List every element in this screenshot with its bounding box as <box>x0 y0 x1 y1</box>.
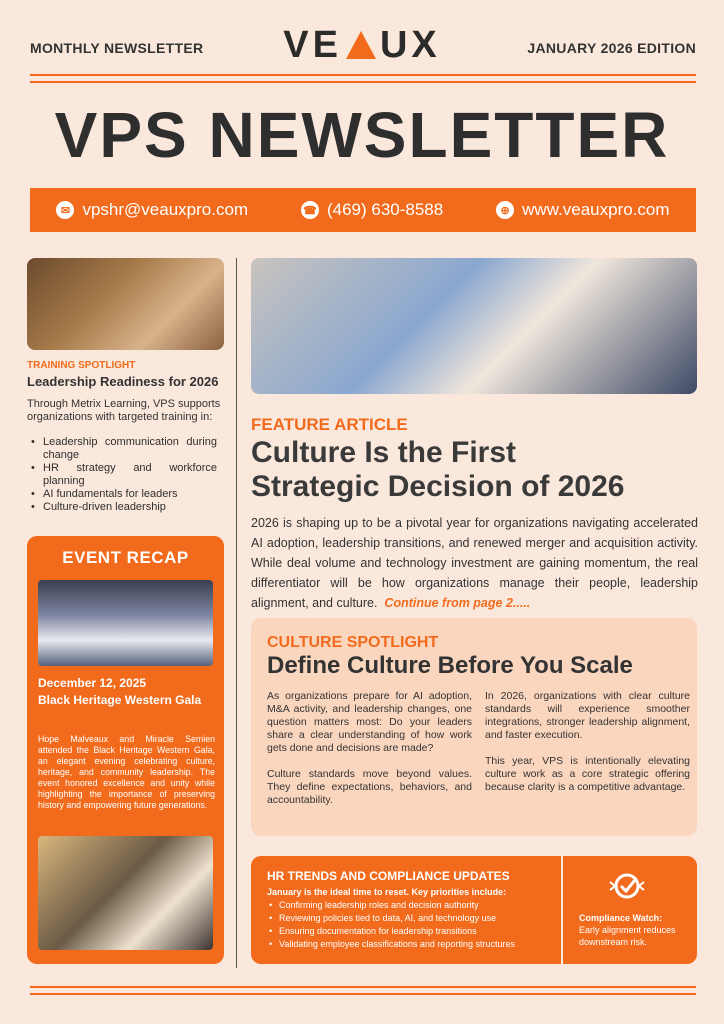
footer-divider <box>30 986 696 988</box>
list-item: • Culture-driven leadership <box>27 501 217 514</box>
feature-kicker: FEATURE ARTICLE <box>251 415 408 434</box>
feature-title-line-2: Strategic Decision of 2026 <box>251 470 625 503</box>
compliance-watch <box>579 912 679 948</box>
feature-photo <box>251 258 697 394</box>
list-item: • Leadership communication during change <box>27 436 217 462</box>
list-item: • AI fundamentals for leaders <box>27 488 217 501</box>
training-photo <box>27 258 224 350</box>
feature-title-line-1: Culture Is the First <box>251 436 517 469</box>
training-kicker: TRAINING SPOTLIGHT <box>27 360 136 371</box>
list-item: • Validating employee classifications and reporting structures <box>267 938 515 951</box>
compliance-watch-text: Early alignment reduces downstream risk. <box>579 925 676 947</box>
spotlight-column-2 <box>485 690 690 794</box>
event-photo-2 <box>38 836 213 950</box>
check-badge-icon <box>607 872 647 900</box>
culture-spotlight-card <box>251 618 697 836</box>
event-heading: EVENT RECAP <box>62 548 189 567</box>
column-divider <box>236 258 237 968</box>
triangle-logo-icon <box>346 31 376 59</box>
website-text: www.veauxpro.com <box>522 200 670 219</box>
spotlight-kicker: CULTURE SPOTLIGHT <box>267 634 439 651</box>
newsletter-label: MONTHLY NEWSLETTER <box>30 40 204 56</box>
phone-icon: ☎ <box>301 201 319 219</box>
hr-trends-card <box>251 856 697 964</box>
email-text: vpshr@veauxpro.com <box>82 200 249 219</box>
globe-icon: ⊕ <box>496 201 514 219</box>
veaux-logo: VE UX <box>283 24 441 66</box>
hr-separator <box>561 856 563 964</box>
header-divider <box>30 74 696 76</box>
training-intro: Through Metrix Learning, VPS supports organizations with targeted training in: <box>27 398 221 423</box>
list-item: • Reviewing policies tied to data, AI, and technology use <box>267 912 515 925</box>
compliance-watch-label: Compliance Watch: <box>579 913 663 923</box>
training-title: Leadership Readiness for 2026 <box>27 374 219 389</box>
continue-link[interactable]: Continue from page 2..... <box>384 596 531 610</box>
hr-list <box>267 899 515 951</box>
feature-text: 2026 is shaping up to be a pivotal year for organizations navigating accelerated AI adoption, leadership transitions, and renewed merger and acquisition activity. While deal volume and technology investment are gaining momentum, the real differentiator will be how organizations manage their people, leadership alignment, and culture. <box>251 516 698 610</box>
paragraph: As organizations prepare for AI adoption, M&A activity, and leadership changes, one question matters most: Do your leaders share a clear understanding of how work gets done and decisions are made? <box>267 690 472 754</box>
event-date: December 12, 2025 <box>38 676 147 690</box>
spotlight-column-1 <box>267 690 472 807</box>
edition-label: JANUARY 2026 EDITION <box>527 40 696 56</box>
page-title: VPS NEWSLETTER <box>54 99 670 171</box>
contact-email[interactable] <box>56 200 248 220</box>
event-recap-card <box>27 536 224 964</box>
list-item: • Confirming leadership roles and decision authority <box>267 899 515 912</box>
paragraph: This year, VPS is intentionally elevating culture work as a core strategic offering because clarity is a competitive advantage. <box>485 755 690 793</box>
event-photo-1 <box>38 580 213 666</box>
contact-phone[interactable] <box>301 200 443 220</box>
mail-icon: ✉ <box>56 201 74 219</box>
spotlight-title: Define Culture Before You Scale <box>267 652 633 679</box>
list-item: • HR strategy and workforce planning <box>27 462 217 488</box>
contact-website[interactable] <box>496 200 669 220</box>
feature-body <box>251 513 698 613</box>
paragraph: In 2026, organizations with clear culture standards will experience smoother integrations, stronger leadership alignment, and faster execution. <box>485 690 690 741</box>
paragraph: Culture standards move beyond values. They define expectations, behaviors, and accountability. <box>267 768 472 806</box>
contact-bar <box>30 188 696 232</box>
hr-subtitle: January is the ideal time to reset. Key priorities include: <box>267 887 507 897</box>
event-name: Black Heritage Western Gala <box>38 693 202 707</box>
footer-divider-2 <box>30 993 696 995</box>
training-list <box>27 436 217 514</box>
header-divider-2 <box>30 81 696 83</box>
phone-text: (469) 630-8588 <box>326 200 444 219</box>
list-item: • Ensuring documentation for leadership transitions <box>267 925 515 938</box>
event-body: Hope Malveaux and Miracle Semien attended the Black Heritage Western Gala, an elegant evening celebrating culture, heritage, and community leadership. The event honored excellence and unity while highlighting the importance of preserving history and empowering future generations. <box>38 734 215 810</box>
feature-title <box>251 436 701 504</box>
hr-title: HR TRENDS AND COMPLIANCE UPDATES <box>267 869 510 883</box>
